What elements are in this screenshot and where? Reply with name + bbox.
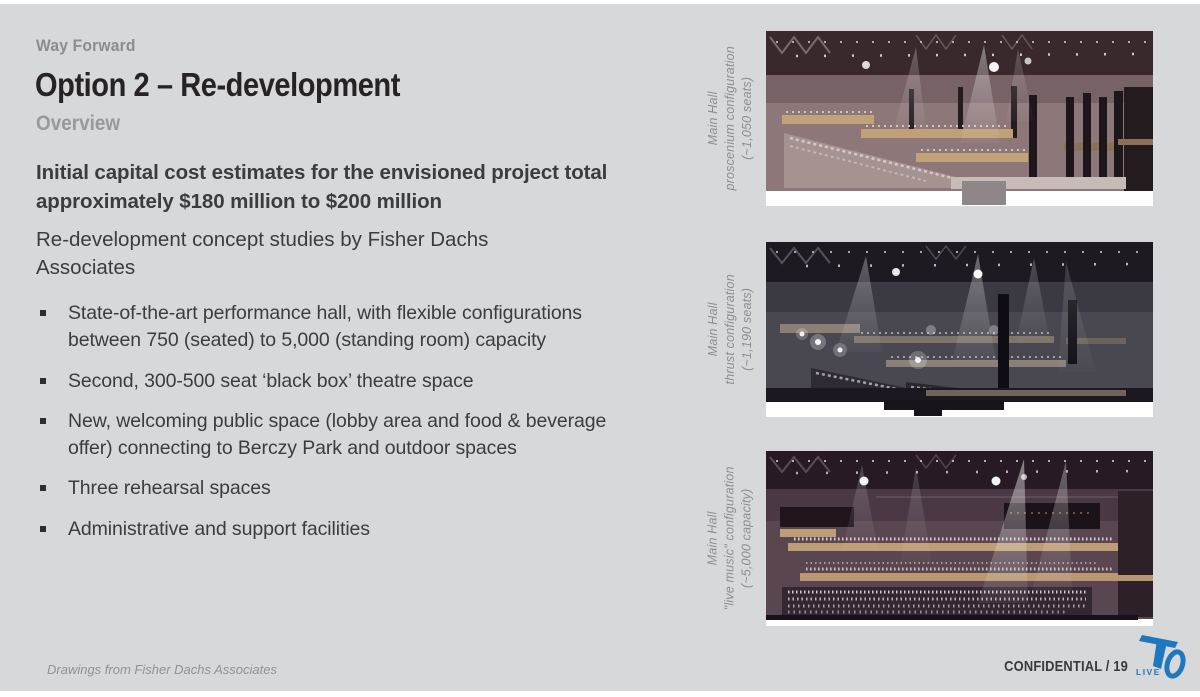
bullet-marker	[40, 418, 46, 424]
list-item	[40, 516, 640, 543]
bullet-text: New, welcoming public space (lobby area and food & beverage offer) connecting to Berczy Park and outdoor spaces	[68, 409, 607, 460]
caption-line: (~1,190 seats)	[739, 287, 754, 372]
page-title: Option 2 – Re-development	[35, 66, 400, 103]
bullet-marker	[40, 310, 46, 316]
rendering-proscenium-image	[766, 31, 1153, 206]
lead-paragraph: Initial capital cost estimates for the envisioned project total approximately $180 million to $200 million	[36, 161, 608, 213]
slide-background	[0, 4, 1200, 691]
caption-line: Main Hall	[705, 91, 720, 146]
intro-paragraph: Re-development concept studies by Fisher Dachs Associates	[36, 228, 489, 280]
caption-line: thrust configuration	[722, 274, 737, 385]
caption-line: (~1,050 seats)	[739, 76, 754, 161]
list-item	[40, 368, 640, 395]
to-live-logo-icon	[1134, 632, 1188, 684]
list-item	[40, 475, 640, 502]
bullet-text: Second, 300-500 seat ‘black box’ theatre space	[68, 369, 474, 392]
bullet-marker	[40, 485, 46, 491]
bullet-text: Three rehearsal spaces	[68, 477, 271, 500]
section-eyebrow: Way Forward	[36, 36, 136, 55]
bullet-text: Administrative and support facilities	[68, 517, 370, 540]
caption-line: Main Hall	[705, 302, 720, 357]
list-item	[40, 300, 640, 355]
caption-proscenium	[698, 31, 762, 206]
logo-live-text: LIVE	[1136, 667, 1161, 677]
caption-live-music	[698, 451, 762, 626]
bullet-list	[40, 300, 640, 556]
caption-line: Main Hall	[705, 511, 720, 566]
bullet-text: State-of-the-art performance hall, with flexible configurations between 750 (seated) to 5,000 (standing room) capacity	[68, 302, 582, 352]
caption-thrust	[698, 242, 762, 417]
bullet-marker	[40, 378, 46, 384]
rendering-live-music-image	[766, 451, 1153, 626]
caption-line: "live music" configuration	[722, 466, 737, 611]
page-subtitle: Overview	[36, 112, 121, 135]
source-note: Drawings from Fisher Dachs Associates	[47, 662, 277, 677]
rendering-thrust-image	[766, 242, 1153, 417]
list-item	[40, 408, 640, 463]
confidential-page-label: CONFIDENTIAL / 19	[1004, 658, 1128, 675]
caption-line: (~5,000 capacity)	[739, 488, 754, 589]
caption-line: proscenium configuration	[722, 46, 737, 191]
bullet-marker	[40, 526, 46, 532]
